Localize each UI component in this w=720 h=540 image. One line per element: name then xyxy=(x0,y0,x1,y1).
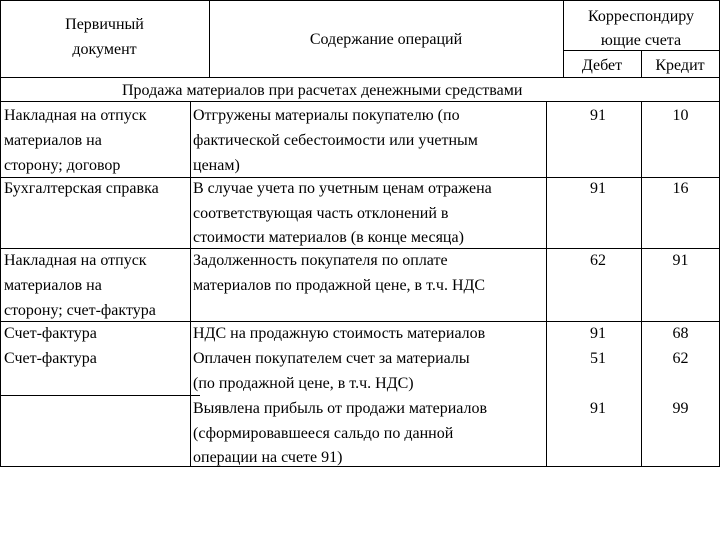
header-bottom-rule xyxy=(0,77,719,78)
row-1-content-line-3: ценам) xyxy=(193,157,240,174)
column-divider-doc xyxy=(190,101,191,467)
row-4-credit-1: 68 xyxy=(672,325,689,342)
row-4-content-line-3: (по продажной цене, в т.ч. НДС) xyxy=(193,375,414,392)
row-2-content-line-1: В случае учета по учетным ценам отражена xyxy=(193,180,492,197)
row-4-content-line-1: НДС на продажную стоимость материалов xyxy=(193,325,486,342)
row-5-content-line-1: Выявлена прибыль от продажи материалов xyxy=(193,400,488,417)
row-4-doc-line-2: Счет-фактура xyxy=(4,350,97,367)
row-3-content-line-1: Задолженность покупателя по оплате xyxy=(193,252,448,269)
section-title-rule xyxy=(0,101,719,102)
row-2-debit: 91 xyxy=(590,180,606,197)
column-divider-content xyxy=(546,101,547,467)
row-4-doc-line-1: Счет-фактура xyxy=(4,325,97,342)
row-1-debit: 91 xyxy=(590,107,606,124)
row-1-doc-line-3: сторону; договор xyxy=(4,157,121,174)
row-5-debit: 91 xyxy=(590,400,606,417)
header-credit: Кредит xyxy=(655,57,705,74)
row-1-doc-line-1: Накладная на отпуск xyxy=(4,107,147,124)
row-5-content-line-2: (сформировавшееся сальдо по данной xyxy=(193,425,454,442)
header-accounts-line-1: Корреспондиру xyxy=(587,8,695,25)
row-3-doc-line-1: Накладная на отпуск xyxy=(4,252,147,269)
row-4-debit-1: 91 xyxy=(590,325,606,342)
row-3-doc-line-2: материалов на xyxy=(4,277,102,294)
header-doc-line-1: Первичный xyxy=(65,16,144,33)
row-4-content-line-2: Оплачен покупателем счет за материалы xyxy=(193,350,470,367)
row-2-content-line-2: соответствующая часть отклонений в xyxy=(193,205,449,222)
table-border-bottom xyxy=(0,466,719,467)
row-5-credit: 99 xyxy=(672,400,689,417)
row-3-content-line-2: материалов по продажной цене, в т.ч. НДС xyxy=(193,277,486,294)
header-doc-line-2: документ xyxy=(72,41,137,58)
header-debit: Дебет xyxy=(581,57,623,74)
row-rule xyxy=(0,321,719,322)
header-accounts-line-2: ющие счета xyxy=(600,32,682,49)
row-4-credit-2: 62 xyxy=(672,350,689,367)
table-border-left xyxy=(0,0,1,467)
row-4-debit-2: 51 xyxy=(590,350,606,367)
row-1-doc-line-2: материалов на xyxy=(4,132,102,149)
header-content: Содержание операций xyxy=(309,31,463,48)
row-1-content-line-1: Отгружены материалы покупателю (по xyxy=(193,107,460,124)
row-5-content-line-3: операции на счете 91) xyxy=(193,449,343,466)
row-2-content-line-3: стоимости материалов (в конце месяца) xyxy=(193,229,464,246)
row-3-debit: 62 xyxy=(590,252,606,269)
table-border-top xyxy=(0,0,719,1)
row-rule xyxy=(0,248,719,249)
row-1-credit: 10 xyxy=(672,107,689,124)
row-1-content-line-2: фактической себестоимости или учетным xyxy=(193,132,478,149)
section-title: Продажа материалов при расчетах денежными средствами xyxy=(122,82,523,99)
row-rule xyxy=(0,177,719,178)
row-3-doc-line-3: сторону; счет-фактура xyxy=(4,302,156,319)
row-2-doc-line-1: Бухгалтерская справка xyxy=(4,180,159,197)
row-2-credit: 16 xyxy=(672,180,689,197)
row-3-credit: 91 xyxy=(672,252,689,269)
row-rule xyxy=(0,395,200,396)
